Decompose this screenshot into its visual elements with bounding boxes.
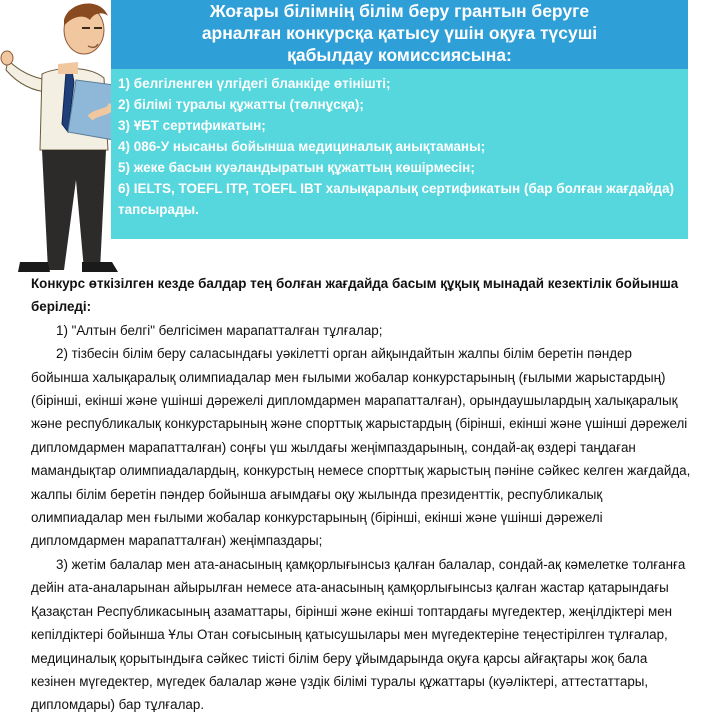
section-intro: Конкурс өткізілген кезде балдар тең болған жағдайда басым құқық мынадай кезектілік бойынша беріледі:: [31, 276, 679, 315]
list-item: 6) IELTS, TOEFL ITP, TOEFL IBT халықаралық сертификатын (бар болған жағдайда) тапсырады.: [118, 181, 674, 217]
list-item: 5) жеке басын куәландыратын құжаттың көшірмесін;: [118, 160, 475, 175]
header-title-line: арналған конкурсқа қатысу үшін оқуға түсуші: [201, 23, 598, 43]
priority-item: 2) тізбесін білім беру саласындағы уәкілетті орган айқындайтын жалпы білім беретін пәндер бойынша халықаралық олимпиадалар мен ғылыми жобалар конкурстарының (ғылыми жарыстардың) (бірінші, екінші және үшінші дәрежелі дипломдармен марапатталған), орындаушылардың халықаралық және республикалық конкурстарының және спорттық жарыстардың (бірінші, екінші және үшінші дәрежелі дипломдармен марапатталған) соңғы үш жылдағы жеңімпаздарының, сондай-ақ өздері таңдаған мамандықтар олимпиадалардың, конкурстың немесе спорттық жарыстың пәніне сәйкес келген жағдайда, жалпы білім беретін пәндер бойынша ағымдағы оқу жылында президенттік, республикалық олимпиадалар мен ғылыми жобалар конкурстарының (бірінші, екінші және үшінші дәрежелі дипломдармен марапатталған) жеңімпаздары;: [31, 346, 691, 549]
required-documents-list: [111, 69, 688, 220]
header-title-line: қабылдау комиссиясына:: [287, 45, 512, 65]
priority-item: 1) "Алтын белгі" белгісімен марапатталған тұлғалар;: [56, 322, 383, 338]
required-documents-box: [111, 69, 688, 239]
list-item: 1) белгіленген үлгідегі бланкіде өтінішті;: [118, 76, 391, 91]
list-item: 3) ҰБТ сертификатын;: [118, 118, 266, 133]
priority-rules-section: [31, 272, 693, 717]
list-item: 4) 086-У нысаны бойынша медициналық анықтаманы;: [118, 139, 486, 154]
commission-header: [111, 0, 688, 69]
list-item: 2) білімі туралы құжатты (төлнұсқа);: [118, 97, 364, 112]
priority-item: 3) жетім балалар мен ата-анасының қамқорлығынсыз қалған балалар, сондай-ақ кәмелетке толғанға дейін ата-аналарынан айырылған немесе ата-анасының қамқорлығынсыз қалған жастар қатарындағы Қазақстан Республикасының азаматтары, бірінші және екінші топтардағы мүгедектер, жеңілдіктері мен кепілдіктері бойынша Ұлы Отан соғысының қатысушылары мен мүгедектеріне теңестірілген тұлғалар, медициналық қорытындыға сәйкес тиісті білім беру ұйымдарында оқуға қарсы айғақтары жоқ бала кезінен мүгедектер, мүгедек балалар және үздік білімі туралы құжаттары (куәліктері, аттестаттары, дипломдары) бар тұлғалар.: [31, 556, 686, 713]
header-title-line: Жоғары білімнің білім беру грантын беруге: [209, 1, 590, 21]
